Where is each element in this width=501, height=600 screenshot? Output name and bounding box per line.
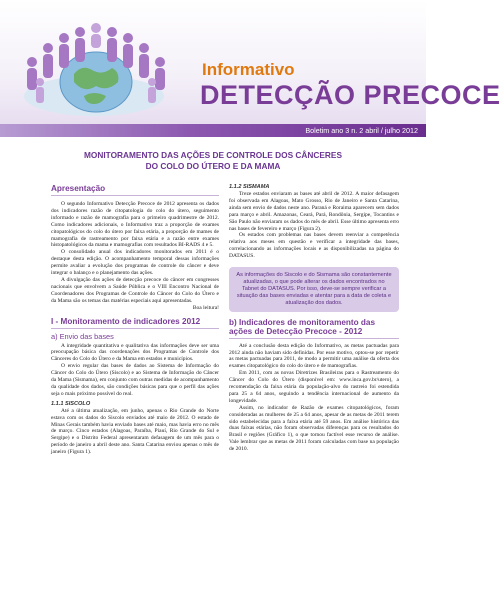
header	[0, 0, 501, 135]
issue-bar	[0, 124, 426, 137]
section-b-paragraph-3: Assim, no indicador de Razão de exames citopatológicos, foram consideradas as mulheres de 25 a 64 anos, apesar de as metas de 2011 terem sido estabelecidas para a faixa etária até 59 anos. Em análise histórica das duas faixas etárias, não foram observadas diferenças para os resultados do Brasil e regiões (Gráfico 1), o que tornou factível esse recurso de análise. Vale lembrar que as metas de 2011 foram calculadas com base na população de 2010.	[229, 404, 399, 453]
section-b-title: b) Indicadores de monitoramento das ações de Detecção Precoce - 2012	[229, 317, 376, 336]
section-b-paragraph-2: Em 2011, com as novas Diretrizes Brasileiras para o Rastreamento do Câncer do Colo do Útero (disponível em: www.inca.gov.br/utero), a recomendação da faixa etária da população-alvo do rastreio foi estendida para 25 a 64 anos, seguindo a tendência internacional de aumento da longevidade.	[229, 370, 399, 404]
left-column	[51, 184, 219, 456]
apresentacao-paragraph-2: O consolidado anual dos indicadores monitorados em 2011 é o destaque desta edição. O acompanhamento temporal dessas informações permite avaliar a evolução dos programas de controle do câncer e deve integrar o balanço e o planejamento das ações.	[51, 249, 219, 277]
logo-people-globe-icon	[4, 4, 184, 119]
sismama-paragraph-1: Treze estados enviaram as bases até abril de 2012. A maior defasagem foi observada em Alagoas, Mato Grosso, Rio de Janeiro e Santa Catarina, ainda sem envio de dados neste ano. Paraná e Roraima aparecem sem dados para março e abril. Amazonas, Ceará, Pará, Rondônia, Sergipe, Tocantins e São Paulo não enviaram os dados do mês de abril. Esse último apresenta erro nas bases de fevereiro e março (Figura 2).	[229, 191, 399, 232]
notice-box: As informações do Siscolo e do Sismama são constantemente atualizadas, o que pode alterar os dados encontrados no Tabnet do DATASUS. Por isso, deve-se sempre verificar a situação das bases enviadas e atentar para a data de coleta e atualização dos dados.	[229, 267, 399, 312]
divider	[229, 338, 399, 339]
divider	[51, 195, 219, 196]
brand-small: Informativo	[202, 60, 295, 79]
headline-line-1: MONITORAMENTO DAS AÇÕES DE CONTROLE DOS CÂNCERES	[84, 150, 342, 160]
headline-line-2: DO COLO DO ÚTERO E DA MAMA	[145, 161, 281, 171]
right-column	[229, 184, 399, 453]
sismama-title: 1.1.2 SISMAMA	[229, 184, 270, 190]
section-1-title: I - Monitoramento de indicadores 2012	[51, 316, 201, 326]
brand-title: DETECÇÃO PRECOCE	[200, 80, 501, 110]
envio-paragraph-1: A integridade quantitativa e qualitativa das informações deve ser uma preocupação básica das coordenações dos Programas de Controle dos Cânceres do Colo do Útero e da Mama em estados e municípios.	[51, 342, 219, 363]
apresentacao-paragraph-3: A divulgação das ações de detecção precoce do câncer em congresses nacionais que envolvem a Saúde Pública e o VIII Encontro Nacional de Coordenadores dos Programas de Controle do Câncer do Colo do Útero e da Mama são os temas das matérias especiais aqui apresentadas.	[51, 276, 219, 304]
section-b-paragraph-1: Até a conclusão desta edição do Informativo, as metas pactuadas para 2012 ainda não haviam sido definidas. Por esse motivo, optou-se por repetir as metas pactuadas para 2011, de modo a permitir uma análise da oferta dos exames citopatológico do colo do útero e de mamografias.	[229, 342, 399, 370]
issue-label: Boletim ano 3 n. 2 abril / julho 2012	[305, 126, 418, 135]
apresentacao-signoff: Boa leitura!	[192, 304, 219, 311]
sismama-paragraph-2: Os estados com problemas nas bases devem reenviar a competência relativa aos meses em questão e verificar a integridade das bases, correlacionando as informações locais e as disponibilizadas na página do DATASUS.	[229, 232, 399, 260]
siscolo-paragraph: Até a última atualização, em junho, apenas o Rio Grande do Norte estava com os dados do Siscolo enviados até maio de 2012. O estado de Minas Gerais também havia enviado bases até maio, mas havia erro no mês de março. Cinco estados (Alagoas, Paraíba, Piauí, Rio Grande do Sul e Sergipe) e o Distrito Federal apresentaram defasagem de um mês para o período de janeiro a abril deste ano. Santa Catarina enviou apenas o mês de janeiro (Figura 1).	[51, 407, 219, 456]
headline	[40, 150, 386, 172]
siscolo-title: 1.1.1 SISCOLO	[51, 400, 91, 407]
section-1a-title: a) Envio das bases	[51, 331, 114, 341]
apresentacao-paragraph-1: O segundo Informativo Detecção Precoce de 2012 apresenta os dados dos indicadores razão de citopatologia do colo do útero, seguimento informado e razão de mamografia para o primeiro quadrimestre de 2012. Como indicadores adicionais, o Informativo traz a proporção de exames citopatológicos do colo do útero por faixa etária, a proporção de mames de mamografia de rastreamento por faixa etária e a razão entre exames histopatológicos da mama e mamografias com resultados BI-RADS 4 e 5.	[51, 201, 219, 249]
envio-paragraph-2: O envio regular das bases de dados ao Sistema de Informação do Câncer do Colo do Útero (Siscolo) e ao Sistema de Informação do Câncer da Mama (Sismama), em conjunto com outras medidas de acompanhamento da qualidade dos dados, são condições básicas para que o perfil das ações seja o mais próximo possível do real.	[51, 363, 220, 397]
apresentacao-title: Apresentação	[51, 184, 106, 193]
divider	[51, 328, 219, 329]
